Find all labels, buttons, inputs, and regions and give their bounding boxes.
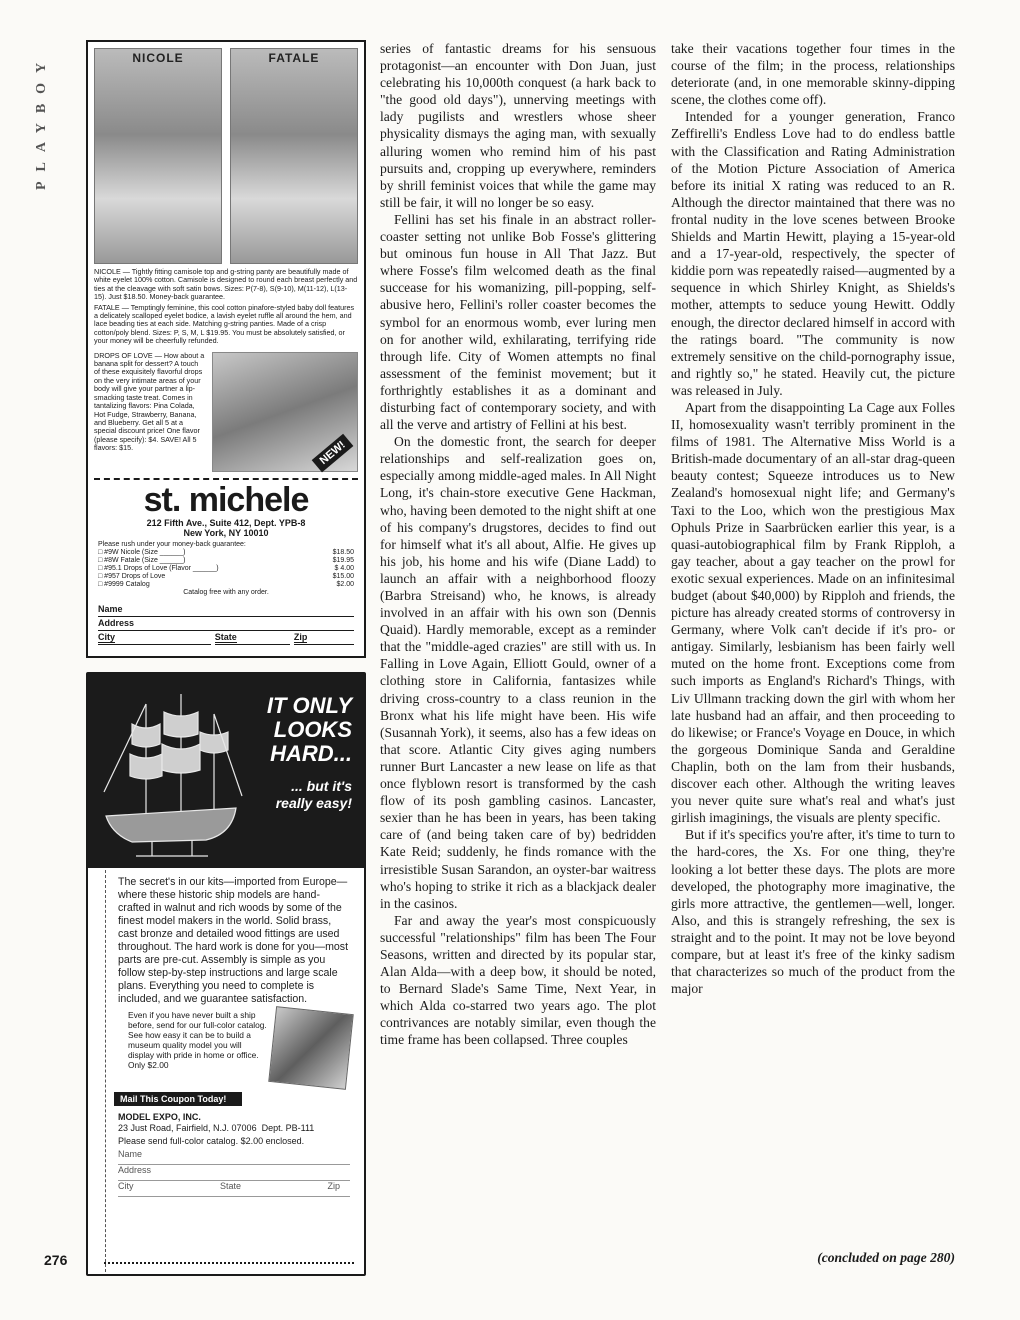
article-column-1 bbox=[380, 40, 656, 1280]
lingerie-coupon-fields bbox=[88, 600, 364, 649]
city-state-zip-row bbox=[98, 632, 354, 645]
brand-address-line1: 212 Fifth Ave., Suite 412, Dept. YPB-8 bbox=[146, 517, 306, 528]
lingerie-descriptions bbox=[88, 264, 364, 346]
order-item-label: □ #9999 Catalog bbox=[98, 580, 150, 588]
order-item[interactable] bbox=[98, 573, 354, 581]
lingerie-ad bbox=[86, 40, 366, 658]
brand-name: st. michele bbox=[143, 480, 309, 519]
fatale-photo bbox=[230, 48, 358, 264]
name-field[interactable] bbox=[98, 604, 354, 617]
article-paragraph: Far and away the year's most conspicuously successful "relationships" film has been The Four Seasons, written and directed by its popular star, Alan Alda—with a deep bow, it should be noted, to Bernard Slade's Same Time, Next Year, in which Alda co-starred two years ago. The plot contrivances are notably similar, even though the time frame has been collapsed. Three couples bbox=[380, 912, 656, 1048]
zip-field[interactable] bbox=[294, 632, 354, 645]
order-intro: Please rush under your money-back guarantee: bbox=[98, 540, 246, 548]
fatale-description: FATALE — Temptingly feminine, this cool cotton pinafore-styled baby doll features a delicately scalloped eyelet bodice, a lavish eyelet ruffle all around the hem, and lace beading ties at each side. Matching g-string panties. Made of a crisp cotton/poly blend. Sizes: P, S, M, L $19.95. You must be absolutely satisfied, or your money will be cheerfully refunded. bbox=[94, 302, 355, 346]
company-address: 23 Just Road, Fairfield, N.J. 07006 bbox=[118, 1123, 257, 1133]
article-paragraph: take their vacations together four times in the course of the film; in the process, relationships deteriorate (and, in one memorable skinny-dipping scene, the clothes come off). bbox=[671, 41, 955, 108]
order-item[interactable] bbox=[98, 565, 354, 573]
masthead-text: PLAYBOY bbox=[34, 52, 49, 190]
catalog-offer-text: Even if you have never built a ship before, send for our full-color catalog. See how easy it can be to build a museum quality model you will display with pride in home or office. Only $2.00 bbox=[128, 1010, 267, 1070]
order-item[interactable] bbox=[98, 549, 354, 557]
catalog-request: Please send full-color catalog. $2.00 enclosed. bbox=[118, 1136, 305, 1146]
address-field-label: Address bbox=[98, 617, 135, 628]
zip-field-label: Zip bbox=[327, 1181, 340, 1191]
drops-of-love-section bbox=[88, 348, 364, 476]
article-column-2 bbox=[671, 40, 955, 1280]
fatale-photo-label: FATALE bbox=[268, 51, 320, 65]
ship-headline: IT ONLY LOOKS HARD... bbox=[266, 693, 352, 766]
order-item[interactable] bbox=[98, 557, 354, 565]
order-item-price: $19.95 bbox=[332, 556, 354, 564]
ship-subline: ... but it's really easy! bbox=[275, 778, 352, 811]
article-paragraph: Fellini has set his finale in an abstract roller-coaster setting not unlike Bob Fosse's glittering but ominous fun house in All That Jazz. But where Fosse's film welcomed death as the final succease for his womanizing, pill-popping, self-abusive hero, Fellini's roller coaster becomes the symbol for an enormous womb, ever luring men on for another wild, exhilarating, terrifying ride through life. City of Women attempts no final assessment of the feminist movement; but it forthrightly establishes it as a dominant and disturbing fact of contemporary society, and with all the verve and artistry of Fellini at his best. bbox=[380, 211, 656, 433]
zip-field-label: Zip bbox=[293, 631, 308, 642]
order-item-price: $2.00 bbox=[336, 580, 354, 588]
ship-coupon bbox=[88, 1106, 364, 1197]
article-paragraph: On the domestic front, the search for deeper relationships and self-realization goes on, especially among middle-aged males. In All Night Long, it's chain-store executive Gene Hackman, who, having been demoted to the night shift at one of his company's drugstores, decides to find out for himself what it's all about, Alfie. He gives up his job, his home and his wife (Diane Ladd) to launch an affair with a neighborhood floozy (Barbra Streisand) who, he knows, is already involved in an affair with his own son (Dennis Quaid). Hardly memorable, except as a reminder that the "middle-aged crazies" are still with us. In Falling in Love Again, Elliott Gould, owner of a clothing store in California, fantasizes while driving cross-country to a class reunion in the Bronx what his life might have been. His wife (Susannah York), it seems, also has a few ideas on that score. Atlantic City gives aging numbers runner Burt Lancaster a new lease on life as that once flyblown resort is transformed by the cash flow of its posh gambling casinos. Lancaster, sexier than he has been in years, has been taking care of (and being taken care of by) bedridden Kate Reid; suddenly, he finds romance with the irresistible Susan Sarandon, an oyster-bar waitress who's hoping to strike it rich as a blackjack dealer in the casinos. bbox=[380, 434, 656, 911]
company-name: MODEL EXPO, INC. bbox=[118, 1112, 201, 1122]
order-item-price: $ 4.00 bbox=[334, 564, 354, 572]
coupon-divider bbox=[94, 478, 358, 480]
article-paragraph: Apart from the disappointing La Cage aux Folles II, homosexuality wasn't terribly prominent in the films of 1981. The Alternative Miss World is a British-made documentary of an all-star drag-queen beauty contest; Squeeze introduces us to New Zealand's homosexual night life; and Germany's Taxi to the Loo, which won the prestigious Max Ophuls Prize in Saarbrücken earlier this year, is a quasi-autobiographical film by Frank Ripploh, a gay teacher, about a gay teacher on the prowl for exotic sexual experiences. Made on an infinitesimal budget (about $40,000) by Ripploh and friends, the picture has already created storms of controversy in Germany, where Volk can't decide if it's pro- or antigay. Similarly, lesbianism has been fairly well muted on the home front. Exceptions come from such imports as England's Richard's Things, with Liv Ullmann tracking down the girl with whom her late husband had an affair, and then proceeding to do likewise; or France's Voyage en Douce, in which the gorgeous Dominique Sanda and Geraldine Chaplin, both on the lam from their husbands, discover each other. Although the writing leaves you never quite sure what's real and what's just girlish imaginings, the visuals are plenty specific. bbox=[671, 399, 955, 826]
order-item-label: □ #957 Drops of Love bbox=[98, 572, 166, 580]
brand-address-line2: New York, NY 10010 bbox=[183, 527, 269, 538]
nicole-photo bbox=[94, 48, 222, 264]
name-field-label: Name bbox=[118, 1149, 143, 1159]
city-state-zip-row[interactable] bbox=[118, 1181, 350, 1197]
mail-coupon-banner: Mail This Coupon Today! bbox=[114, 1092, 242, 1106]
coupon-cut-line bbox=[104, 1262, 354, 1272]
page-number: 276 bbox=[44, 1252, 68, 1268]
city-field[interactable] bbox=[98, 632, 211, 645]
article-paragraph: series of fantastic dreams for his sensuous protagonist—an encounter with Don Juan, just celebrating his 10,000th conquest (a hark back to "the good old days"), unnerving meetings with lady pugilists and wrestlers whose sheer physicality dismays the aging man, with sexually alluring women who remind him of his past pursuits and, cropping up everywhere, reminders by shrill feminist voices that while the game may still be fair, it will no longer be so easy. bbox=[380, 41, 656, 210]
article-paragraph: But if it's specifics you're after, it's time to turn to the hard-cores, the Xs. For one thing, they're looking a lot better these days. The plots are more developed, the photography more imaginative, the girls more attractive, the gentlemen—well, longer. Also, and this is strangely refreshing, the sex is straight and to the point. It may not be love beyond compare, but at least it's free of the kinky sadism that characterizes so much of the product from the major bbox=[671, 827, 955, 997]
catalog-note: Catalog free with any order. bbox=[183, 588, 269, 596]
new-badge: NEW! bbox=[311, 433, 353, 472]
nicole-photo-label: NICOLE bbox=[132, 51, 184, 65]
state-field-label: State bbox=[219, 1181, 241, 1191]
order-item[interactable] bbox=[98, 581, 354, 589]
order-item-label: □ #95.1 Drops of Love (Flavor ______) bbox=[98, 564, 219, 572]
catalog-offer bbox=[88, 1006, 364, 1086]
department-code: Dept. PB-111 bbox=[261, 1123, 315, 1133]
order-item-price: $15.00 bbox=[332, 572, 354, 580]
order-item-price: $18.50 bbox=[332, 548, 354, 556]
city-field-label: City bbox=[98, 631, 116, 642]
nicole-description: NICOLE — Tightly fitting camisole top and g-string panty are beautifully made of white eyelet 100% cotton. Camisole is designed to round each breast perfectly and ties at the cleavage with soft satin bows. Sizes: P(7-8), S(9-10), M(11-12), L(13-15). Just $18.50. Money-back guarantee. bbox=[94, 267, 358, 302]
coupon-edge bbox=[90, 870, 106, 1272]
name-field-label: Name bbox=[98, 603, 123, 614]
state-field-label: State bbox=[214, 631, 237, 642]
city-field-label: City bbox=[118, 1181, 134, 1191]
catalog-photo bbox=[268, 1006, 354, 1090]
drops-photo bbox=[212, 352, 358, 472]
lingerie-photos bbox=[88, 42, 364, 264]
address-field[interactable] bbox=[98, 618, 354, 631]
masthead bbox=[30, 40, 56, 200]
address-field[interactable] bbox=[118, 1165, 350, 1181]
address-field-label: Address bbox=[118, 1165, 152, 1175]
article-paragraph: Intended for a younger generation, Franco Zeffirelli's Endless Love had to do endless battle with the Classification and Rating Administration of the Motion Picture Association of America before its initial X rating was reduced to an R. Although the director maintained that there was no frontal nudity in the love scenes between Brooke Shields and Martin Hewitt, playing a 15-year-old and a 17-year-old, respectively, the specter of kiddie porn was repeatedly raised—augmented by a sequence in which Shirley Knight, as Shields's mother, attempts to seduce young Hewitt. Oddly enough, the director declared himself in accord with the ratings board. "The community is now extremely sensitive on the child-pornography issue, and rightly so," he stated. Heavily cut, the picture was released in July. bbox=[671, 109, 955, 398]
ship-body-text: The secret's in our kits—imported from Europe—where these historic ship models are hand-crafted in walnut and rich woods by some of the finest model makers in the world. Solid brass, cast bronze and detailed wood fittings are used throughout. The hard work is done for you—most parts are pre-cut. Assembly is simple as you follow step-by-step instructions and large scale plans. Everything you need to complete is included, and we guarantee satisfaction. bbox=[118, 876, 349, 1005]
drops-description: DROPS OF LOVE — How about a banana split for dessert? A touch of these exquisitely flavorful drops on the very intimate areas of your body will give your partner a lip-smacking taste treat. Comes in tantalizing flavors: Pina Colada, Hot Fudge, Strawberry, Banana, and Blueberry. Get all 5 at a special discount price! One flavor (please specify): $4. SAVE! All 5 flavors: $15. bbox=[94, 350, 205, 453]
company-address-row bbox=[118, 1123, 350, 1134]
order-form bbox=[88, 538, 364, 600]
order-item-label: □ #8W Fatale (Size ______) bbox=[98, 556, 186, 564]
order-item-label: □ #9W Nicole (Size ______) bbox=[98, 548, 186, 556]
state-field[interactable] bbox=[215, 632, 290, 645]
continued-note[interactable]: (concluded on page 280) bbox=[817, 1250, 955, 1265]
ship-hero bbox=[88, 674, 364, 868]
ship-model-ad bbox=[86, 672, 366, 1276]
name-field[interactable] bbox=[118, 1149, 350, 1165]
